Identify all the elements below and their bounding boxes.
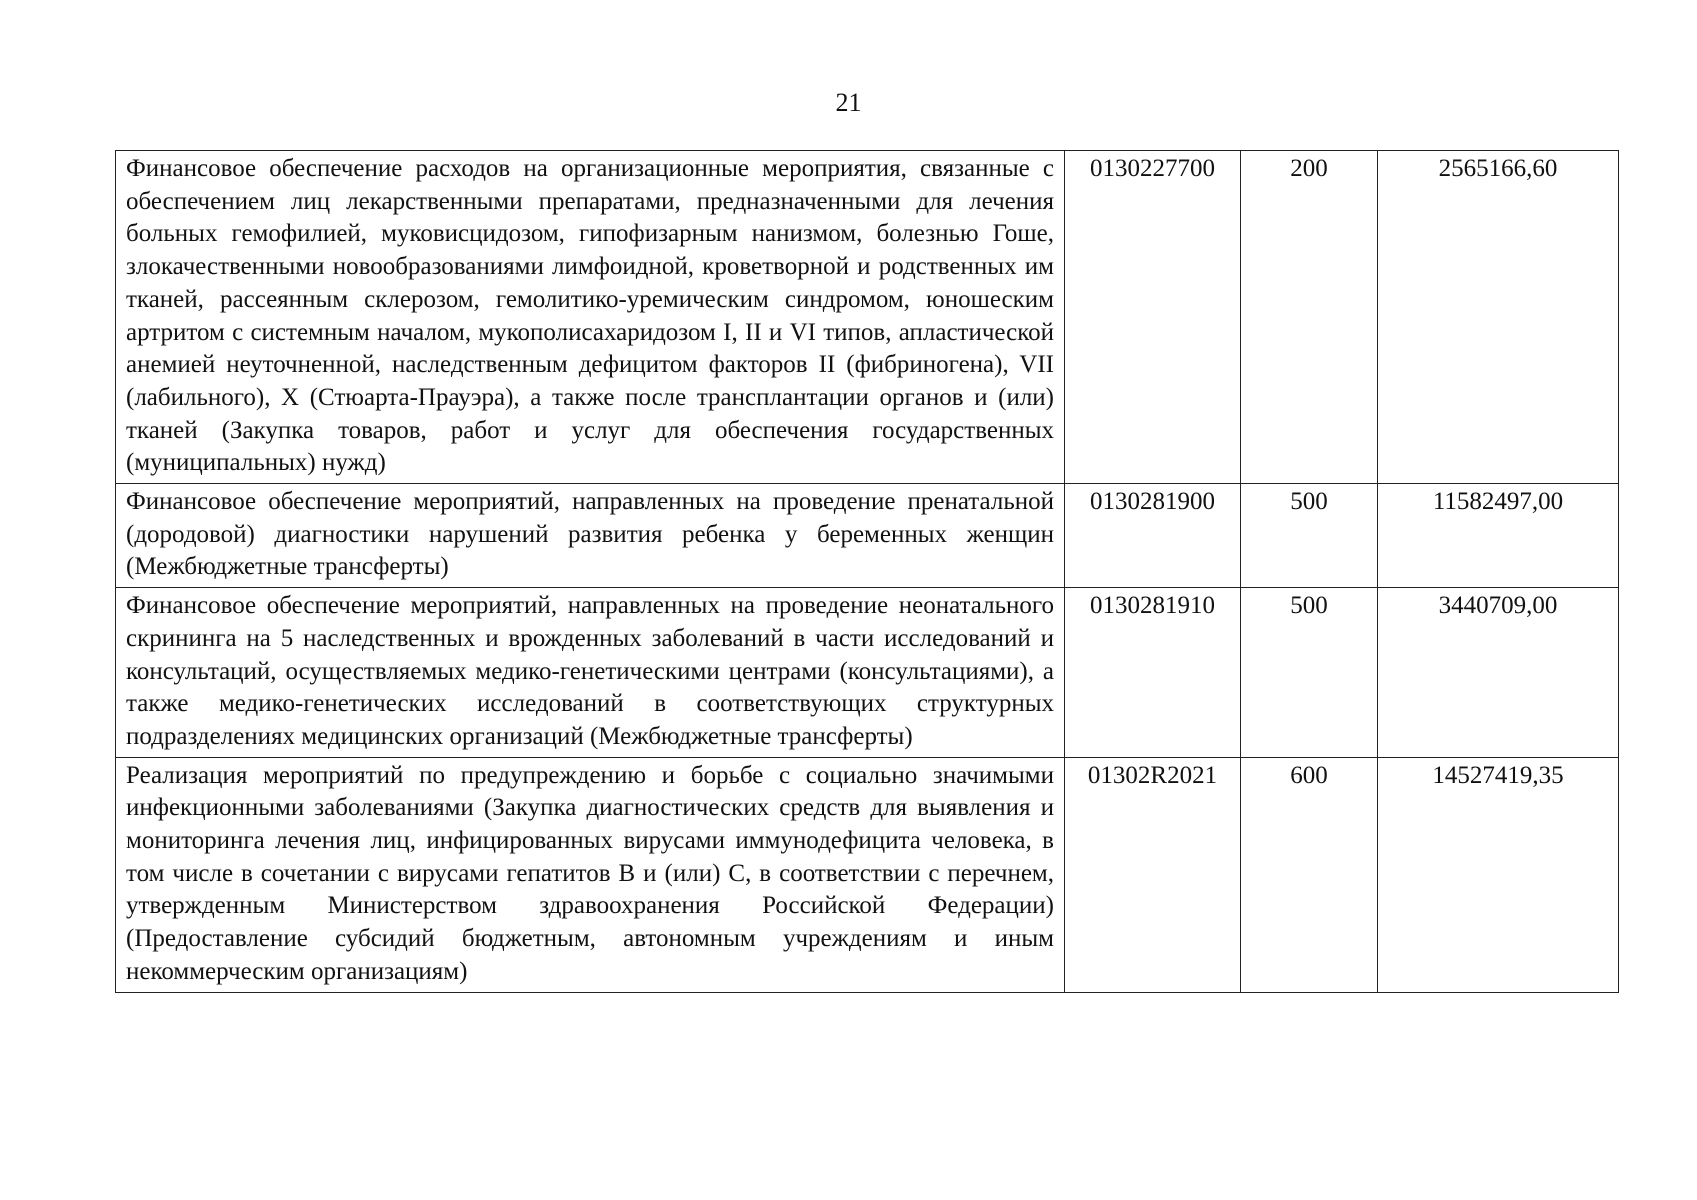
row-amount: 2565166,60 — [1378, 151, 1619, 484]
row-expense-type: 500 — [1241, 484, 1378, 588]
row-target-code: 0130281900 — [1065, 484, 1241, 588]
table-row — [116, 757, 1619, 992]
budget-table — [115, 150, 1619, 993]
row-description: Финансовое обеспечение расходов на организационные мероприятия, связанные с обеспечением лиц лекарственными препаратами, предназначенными для лечения больных гемофилией, муковисцидозом, гипофизарным нанизмом, болезнью Гоше, злокачественными новообразованиями лимфоидной, кроветворной и родственных им тканей, рассеянным склерозом, гемолитико-уремическим синдромом, юношеским артритом с системным началом, мукополисахаридозом I, II и VI типов, апластической анемией неуточненной, наследственным дефицитом факторов II (фибриногена), VII (лабильного), X (Стюарта-Прауэра), а также после трансплантации органов и (или) тканей (Закупка товаров, работ и услуг для обеспечения государственных (муниципальных) нужд) — [116, 151, 1065, 484]
row-expense-type: 200 — [1241, 151, 1378, 484]
row-target-code: 0130227700 — [1065, 151, 1241, 484]
table-row — [116, 151, 1619, 484]
row-amount: 11582497,00 — [1378, 484, 1619, 588]
row-description: Финансовое обеспечение мероприятий, направленных на проведение пренатальной (дородовой) диагностики нарушений развития ребенка у беременных женщин (Межбюджетные трансферты) — [116, 484, 1065, 588]
row-amount: 3440709,00 — [1378, 588, 1619, 758]
page-number: 21 — [835, 88, 862, 117]
row-expense-type: 500 — [1241, 588, 1378, 758]
row-description: Реализация мероприятий по предупреждению и борьбе с социально значимыми инфекционными заболеваниями (Закупка диагностических средств для выявления и мониторинга лечения лиц, инфицированных вирусами иммунодефицита человека, в том числе в сочетании с вирусами гепатитов B и (или) C, в соответствии с перечнем, утвержденным Министерством здравоохранения Российской Федерации) (Предоставление субсидий бюджетным, автономным учреждениям и иным некоммерческим организациям) — [116, 757, 1065, 992]
row-target-code: 0130281910 — [1065, 588, 1241, 758]
table-row — [116, 588, 1619, 758]
row-amount: 14527419,35 — [1378, 757, 1619, 992]
row-target-code: 01302R2021 — [1065, 757, 1241, 992]
row-expense-type: 600 — [1241, 757, 1378, 992]
table-row — [116, 484, 1619, 588]
row-description: Финансовое обеспечение мероприятий, направленных на проведение неонатального скрининга на 5 наследственных и врожденных заболеваний в части исследований и консультаций, осуществляемых медико-генетическими центрами (консультациями), а также медико-генетических исследований в соответствующих структурных подразделениях медицинских организаций (Межбюджетные трансферты) — [116, 588, 1065, 758]
